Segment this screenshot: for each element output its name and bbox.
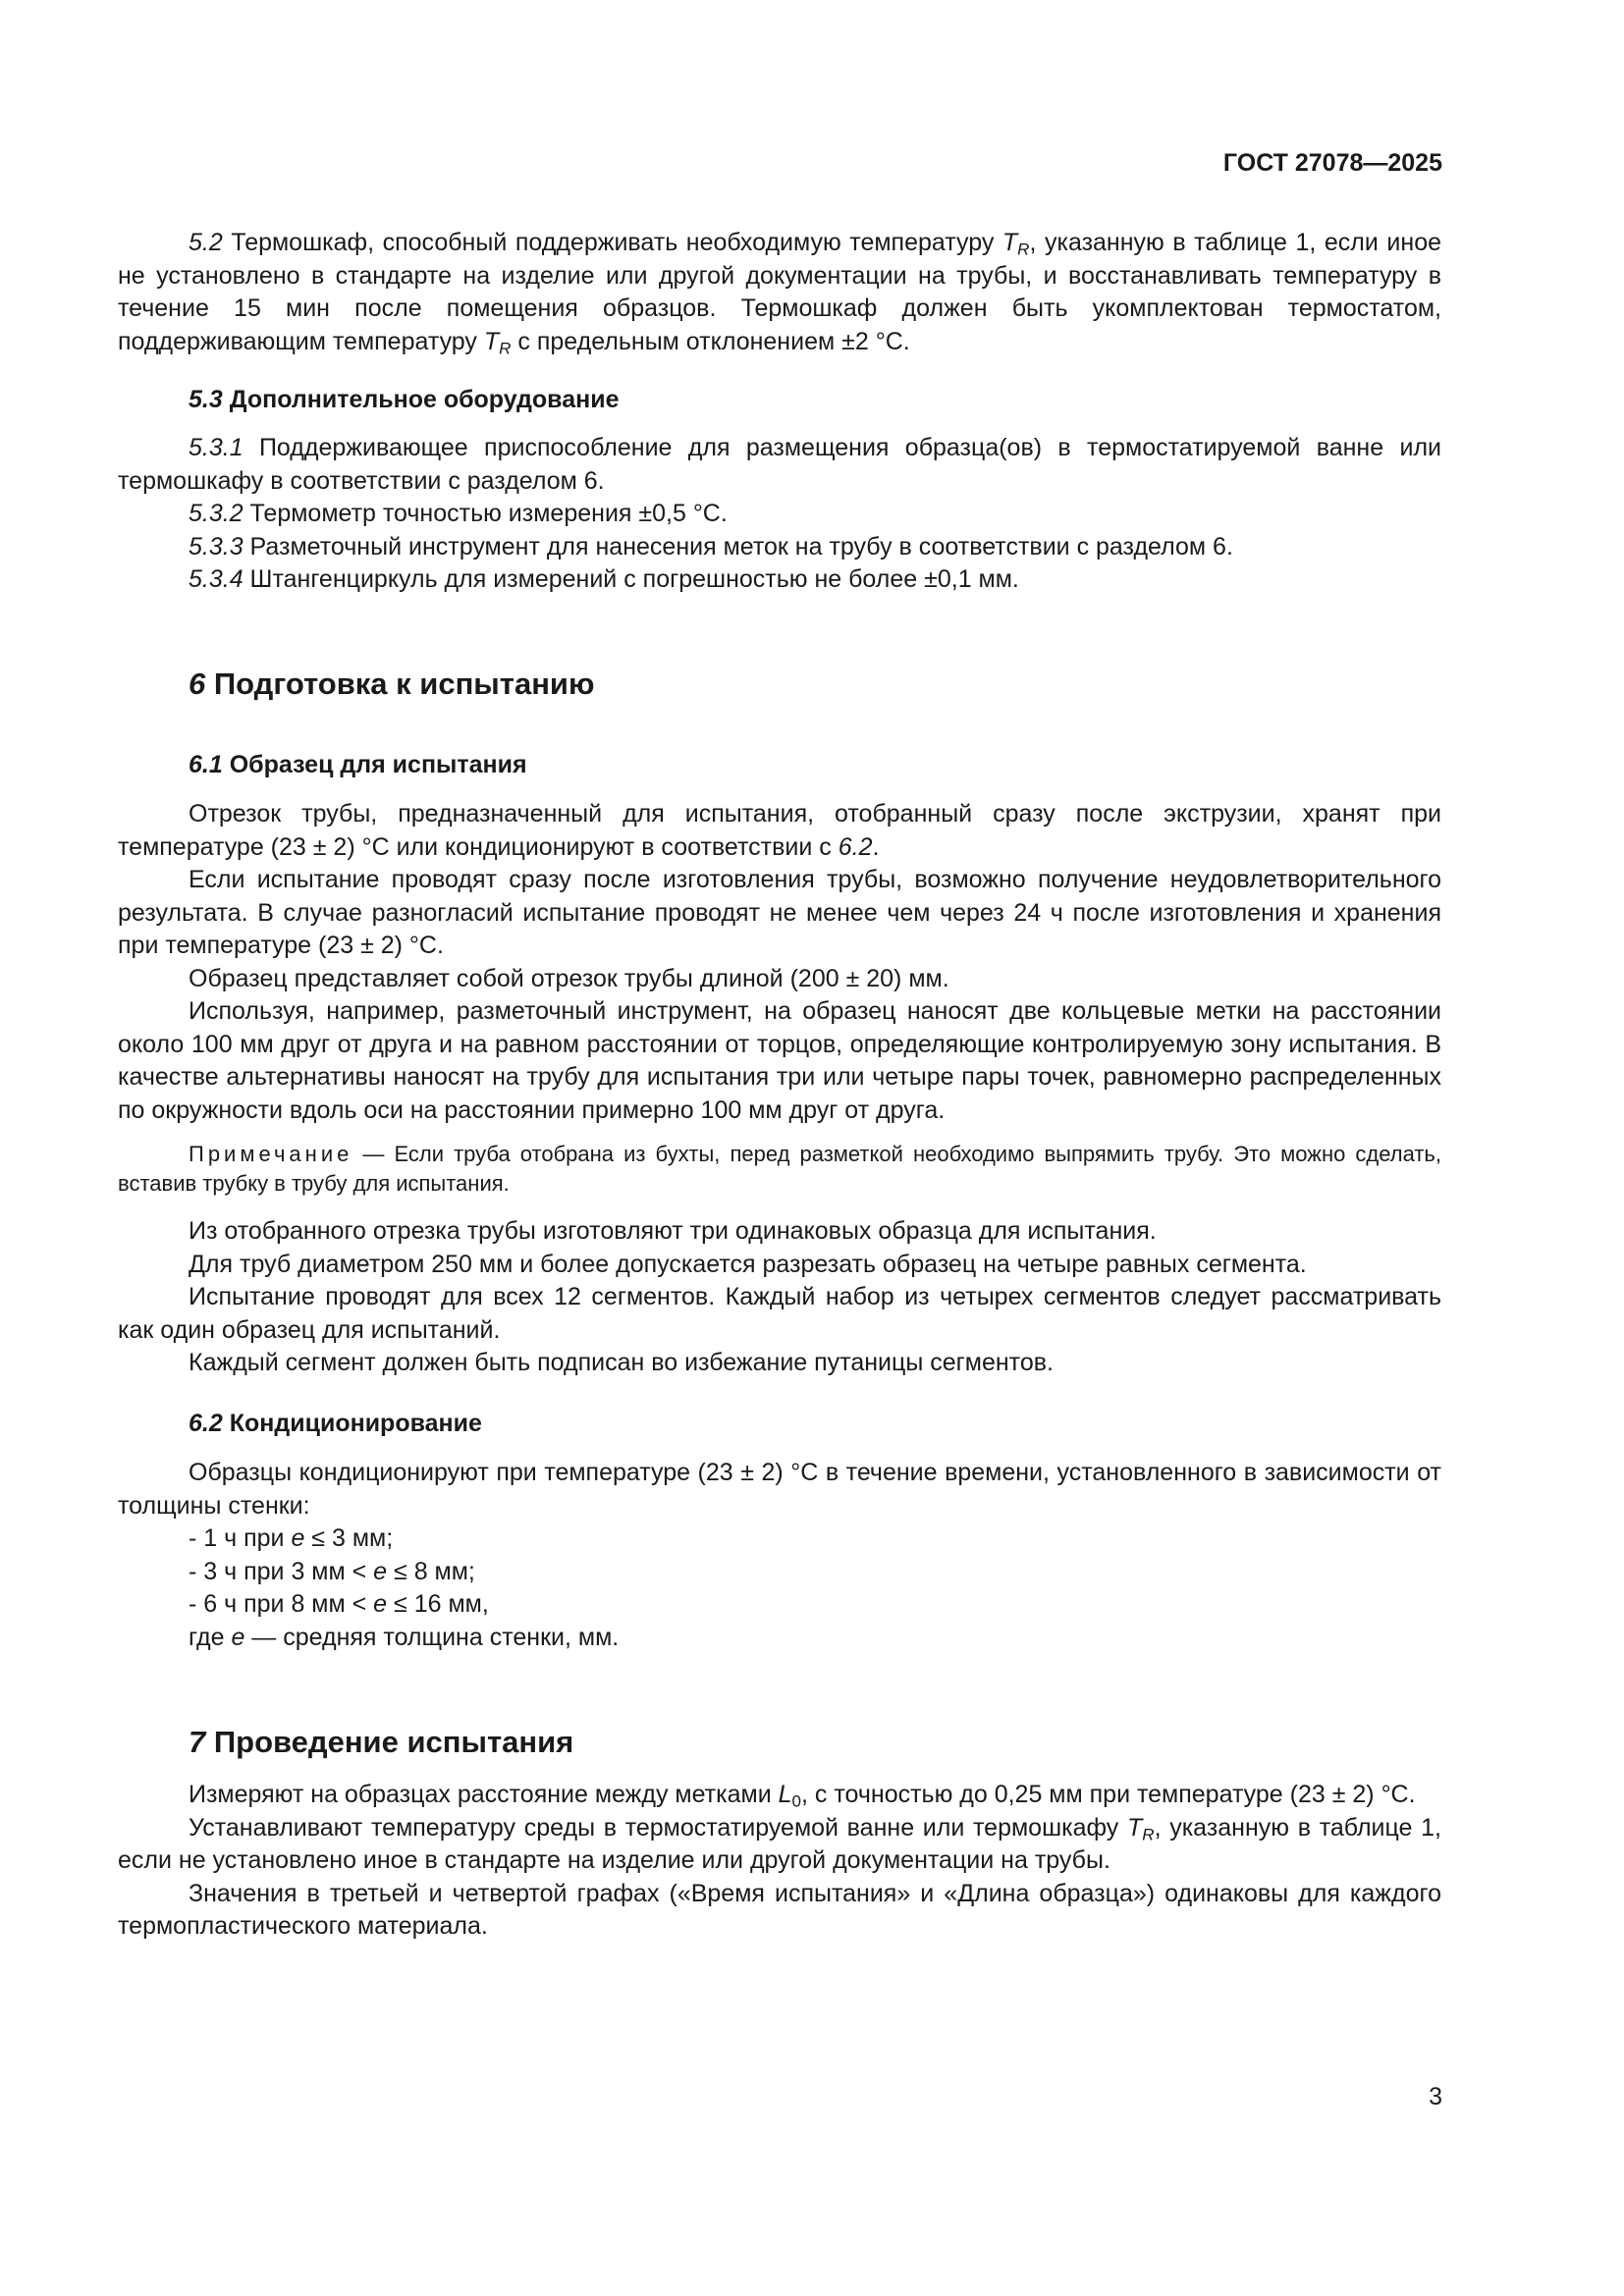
clause-number: 5.2 xyxy=(189,229,223,256)
paragraph-5-3-2: 5.3.2 Термометр точностью измерения ±0,5 °С. xyxy=(189,500,728,527)
note-paragraph: Примечание — Если труба отобрана из бухты, перед разметкой необходимо выпрямить трубу. Это можно сделать, вставив трубку в трубу для испытания. xyxy=(118,1142,1441,1196)
paragraph: Отрезок трубы, предназначенный для испытания, отобранный сразу после экструзии, хранят при температуре (23 ± 2) °С или кондиционируют в соответствии с 6.2. xyxy=(118,800,1441,861)
paragraph-5-3-3: 5.3.3 Разметочный инструмент для нанесения меток на трубу в соответствии с разделом 6. xyxy=(189,532,1233,561)
clause-6-1-body-continued xyxy=(118,1215,1441,1380)
section-title: 7 Проведение испытания xyxy=(189,1725,574,1759)
section-7-heading xyxy=(118,1723,1441,1762)
subsection-title: 5.3 Дополнительное оборудование xyxy=(189,386,620,413)
paragraph: Из отобранного отрезка трубы изготовляют три одинаковых образца для испытания. xyxy=(189,1217,1157,1245)
paragraph-5-3-1: 5.3.1 Поддерживающее приспособление для размещения образца(ов) в термостатируемой ванне или термошкафу в соответствии с разделом 6. xyxy=(118,434,1441,495)
clause-6-2-heading xyxy=(118,1408,1441,1441)
paragraph: Используя, например, разметочный инструмент, на образец наносят две кольцевые метки на расстоянии около 100 мм друг от друга и на равном расстоянии от торцов, определяющие контролируемую зону испытания. В качестве альтернативы наносят на трубу для испытания три или четыре пары точек, равномерно распределенных по окружности вдоль оси на расстоянии примерно 100 мм друг от друга. xyxy=(118,997,1441,1124)
clause-6-1-heading xyxy=(118,749,1441,782)
subsection-title: 6.1 Образец для испытания xyxy=(189,751,527,778)
paragraph: Если испытание проводят сразу после изготовления трубы, возможно получение неудовлетворительного результата. В случае разногласий испытание проводят не менее чем через 24 ч после изготовления и хранения при температуре (23 ± 2) °С. xyxy=(118,866,1441,959)
list-where: где e — средняя толщина стенки, мм. xyxy=(189,1623,620,1651)
paragraph: Значения в третьей и четвертой графах («Время испытания» и «Длина образца») одинаковы для каждого термопластического материала. xyxy=(118,1879,1441,1940)
clause-5-3-heading xyxy=(118,384,1441,417)
standard-designation: ГОСТ 27078—2025 xyxy=(1222,149,1442,177)
note-label: Примечание xyxy=(189,1142,353,1166)
clause-6-2-body xyxy=(118,1457,1441,1654)
paragraph: Устанавливают температуру среды в термостатируемой ванне или термошкафу $T_R$, указанную в таблице 1, если не установлено иное в стандарте на изделие или другой документации на трубы. xyxy=(118,1813,1441,1874)
section-title: 6 Подготовка к испытанию xyxy=(189,667,595,701)
subsection-title: 6.2 Кондиционирование xyxy=(189,1410,482,1437)
section-7-body xyxy=(118,1779,1441,1944)
note xyxy=(118,1140,1441,1199)
list-item: - 1 ч при e ≤ 3 мм; xyxy=(189,1524,394,1552)
clause-5-3-items xyxy=(118,432,1441,597)
paragraph: Образцы кондиционируют при температуре (23 ± 2) °С в течение времени, установленного в зависимости от толщины стенки: xyxy=(118,1459,1441,1520)
clause-6-1-body xyxy=(118,798,1441,1127)
section-6-heading xyxy=(118,665,1441,704)
list-item: - 3 ч при 3 мм < e ≤ 8 мм; xyxy=(189,1557,475,1585)
paragraph-5-2: 5.2 Термошкаф, способный поддерживать необходимую температуру $T_R$, указанную в таблице 1, если иное не установлено в стандарте на изделие или другой документации на трубы, и восстанавливать температуру в течение 15 мин после помещения образцов. Термошкаф должен быть укомплектован термостатом, поддерживающим температуру $T_R$ с предельным отклонением ±2 °С. xyxy=(118,229,1441,357)
paragraph-5-3-4: 5.3.4 Штангенциркуль для измерений с погрешностью не более ±0,1 мм. xyxy=(189,565,1019,593)
list-item: - 6 ч при 8 мм < e ≤ 16 мм, xyxy=(189,1590,489,1618)
paragraph: Для труб диаметром 250 мм и более допускается разрезать образец на четыре равных сегмента. xyxy=(189,1250,1307,1278)
page-number: 3 xyxy=(1429,2083,1442,2110)
paragraph: Измеряют на образцах расстояние между метками $L_0$, с точностью до 0,25 мм при температуре (23 ± 2) °С. xyxy=(189,1781,1416,1811)
paragraph: Испытание проводят для всех 12 сегментов. Каждый набор из четырех сегментов следует рассматривать как один образец для испытаний. xyxy=(118,1283,1441,1344)
clause-5-2 xyxy=(118,227,1441,358)
paragraph: Каждый сегмент должен быть подписан во избежание путаницы сегментов. xyxy=(189,1349,1054,1376)
paragraph: Образец представляет собой отрезок трубы длиной (200 ± 20) мм. xyxy=(189,964,949,992)
